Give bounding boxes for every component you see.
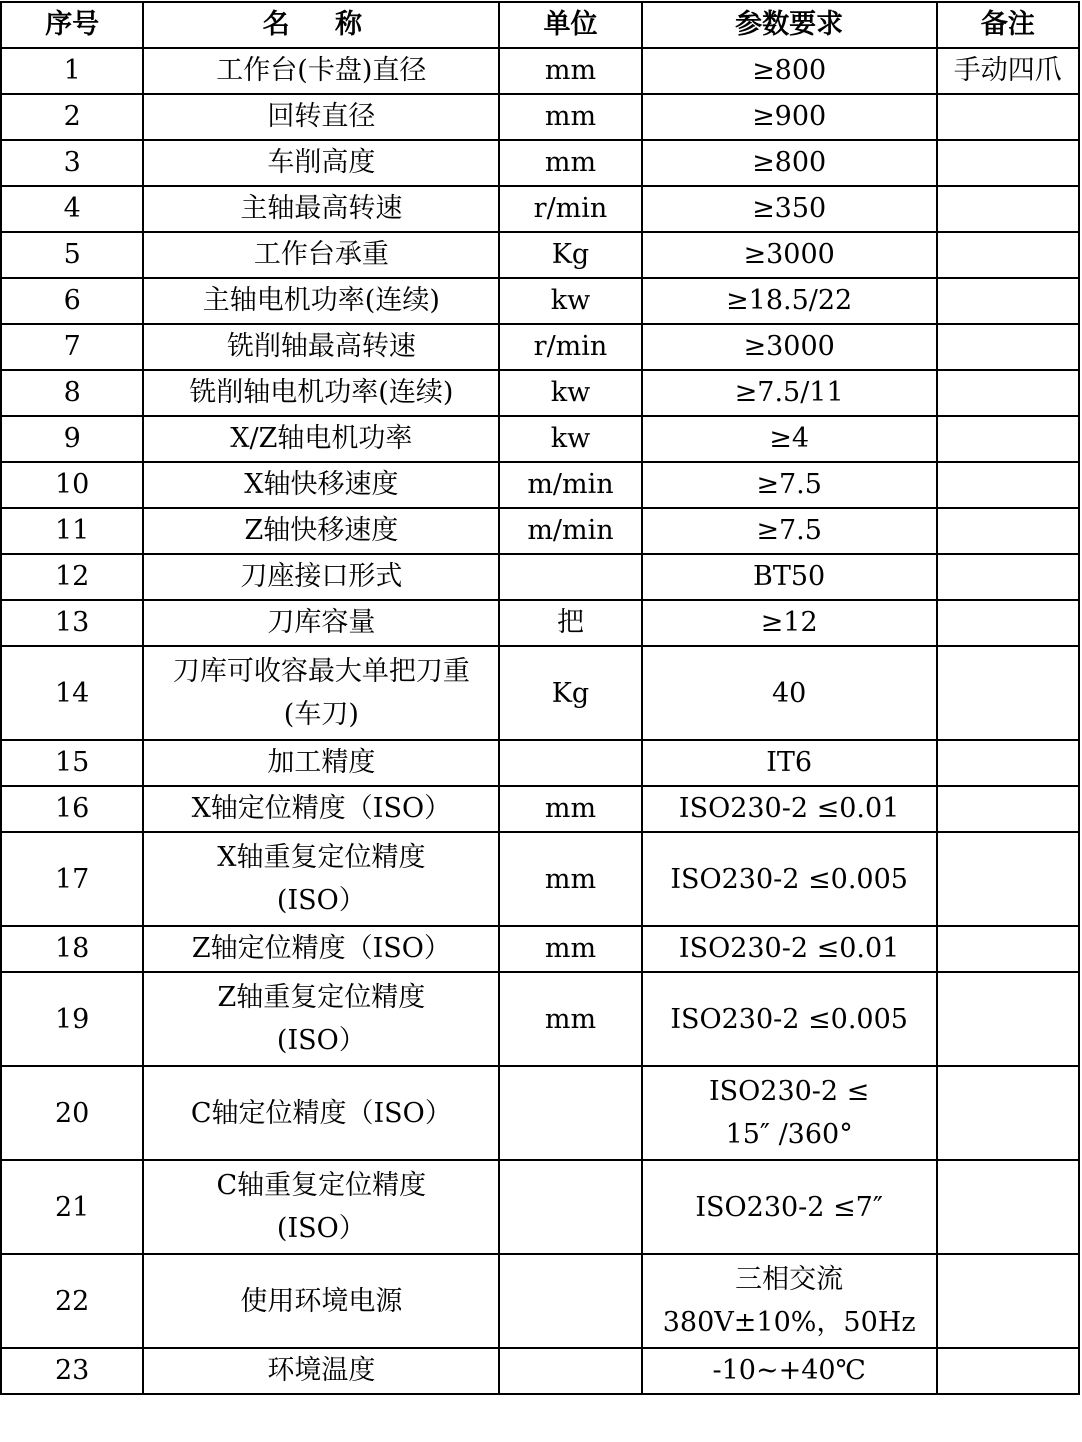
cell-requirement: [642, 646, 937, 740]
cell-name-line: Z轴快移速度: [244, 515, 399, 546]
cell-name: [143, 926, 499, 972]
cell-note: [937, 1348, 1079, 1394]
cell-requirement-line: ≥3000: [743, 239, 835, 270]
cell-requirement-line: 40: [771, 677, 807, 709]
cell-no: 21: [1, 1160, 143, 1254]
cell-name: [143, 278, 499, 324]
cell-name-line: 车削高度: [267, 147, 376, 178]
cell-name: [143, 832, 499, 926]
cell-unit: mm: [499, 140, 641, 186]
cell-name-line: 刀库可收容最大单把刀重: [172, 656, 470, 687]
cell-no: 18: [1, 926, 143, 972]
cell-requirement-line: ISO230-2 ≤0.005: [670, 1003, 908, 1035]
cell-name-line: (ISO）: [276, 885, 366, 916]
cell-name: [143, 232, 499, 278]
cell-unit: mm: [499, 786, 641, 832]
cell-note: [937, 94, 1079, 140]
table-row: [1, 278, 1079, 324]
cell-requirement: [642, 94, 937, 140]
cell-unit: mm: [499, 94, 641, 140]
cell-name: [143, 554, 499, 600]
table-row: [1, 1066, 1079, 1160]
cell-requirement-line: ≥350: [752, 193, 827, 224]
cell-name-line: X轴重复定位精度: [217, 842, 426, 873]
cell-name-line: (ISO）: [276, 1213, 366, 1244]
cell-requirement: [642, 370, 937, 416]
cell-unit: 把: [499, 600, 641, 646]
cell-note: [937, 370, 1079, 416]
cell-requirement: [642, 278, 937, 324]
cell-requirement: [642, 186, 937, 232]
cell-requirement-line: 15″ /360°: [725, 1119, 853, 1150]
cell-name-line: Z轴重复定位精度: [217, 982, 426, 1013]
cell-name-line: 主轴电机功率(连续): [202, 285, 440, 316]
cell-unit: r/min: [499, 186, 641, 232]
header-note: 备注: [937, 2, 1079, 48]
cell-name-line: C轴定位精度（ISO）: [190, 1097, 452, 1129]
cell-no: 23: [1, 1348, 143, 1394]
cell-name: [143, 140, 499, 186]
cell-requirement: [642, 140, 937, 186]
cell-name-line: 工作台(卡盘)直径: [216, 55, 427, 86]
cell-requirement: [642, 786, 937, 832]
cell-requirement-line: ≥7.5: [756, 515, 822, 546]
cell-requirement-line: IT6: [766, 747, 813, 778]
cell-requirement-line: 380V±10%，50Hz: [662, 1307, 916, 1338]
cell-no: 13: [1, 600, 143, 646]
cell-name-line: C轴重复定位精度: [216, 1170, 427, 1201]
cell-unit: [499, 740, 641, 786]
cell-requirement-line: ISO230-2 ≤: [708, 1076, 870, 1107]
cell-name-line: 加工精度: [267, 747, 376, 778]
cell-note: [937, 324, 1079, 370]
cell-name-line: Z轴定位精度（ISO）: [191, 933, 451, 964]
table-row: [1, 926, 1079, 972]
cell-note: [937, 554, 1079, 600]
cell-requirement: [642, 1348, 937, 1394]
table-body: [1, 48, 1079, 1394]
cell-unit: mm: [499, 48, 641, 94]
header-requirement: 参数要求: [642, 2, 937, 48]
cell-name-line: 刀座接口形式: [240, 561, 403, 592]
cell-requirement-line: ≥7.5/11: [734, 377, 844, 408]
cell-no: 3: [1, 140, 143, 186]
cell-note: [937, 508, 1079, 554]
cell-unit: kw: [499, 416, 641, 462]
cell-unit: [499, 1348, 641, 1394]
header-row: [1, 2, 1079, 48]
cell-no: 22: [1, 1254, 143, 1348]
cell-no: 19: [1, 972, 143, 1066]
cell-name-line: 刀库容量: [267, 607, 376, 638]
cell-name-line: 使用环境电源: [240, 1285, 403, 1317]
cell-requirement: [642, 1066, 937, 1160]
cell-requirement: [642, 416, 937, 462]
table-row: [1, 786, 1079, 832]
cell-no: 5: [1, 232, 143, 278]
cell-name: [143, 1254, 499, 1348]
cell-note: [937, 232, 1079, 278]
cell-no: 12: [1, 554, 143, 600]
cell-requirement: [642, 600, 937, 646]
table-row: [1, 462, 1079, 508]
header-no: 序号: [1, 2, 143, 48]
cell-unit: mm: [499, 832, 641, 926]
cell-requirement-line: ≥7.5: [756, 469, 822, 500]
cell-note: [937, 600, 1079, 646]
header-name: 名 称: [143, 2, 499, 48]
cell-requirement: [642, 508, 937, 554]
cell-name-line: (车刀): [283, 699, 359, 730]
cell-requirement: [642, 1160, 937, 1254]
cell-no: 14: [1, 646, 143, 740]
cell-unit: m/min: [499, 462, 641, 508]
cell-unit: Kg: [499, 646, 641, 740]
cell-note: [937, 186, 1079, 232]
table-row: [1, 600, 1079, 646]
cell-requirement: [642, 1254, 937, 1348]
table-row: [1, 48, 1079, 94]
cell-name-line: 铣削轴电机功率(连续): [189, 377, 454, 408]
spec-table: [0, 1, 1080, 1395]
cell-no: 15: [1, 740, 143, 786]
cell-name: [143, 508, 499, 554]
cell-requirement: [642, 554, 937, 600]
cell-unit: kw: [499, 278, 641, 324]
cell-note: [937, 1160, 1079, 1254]
cell-no: 10: [1, 462, 143, 508]
cell-requirement-line: ≥12: [760, 607, 818, 638]
cell-name-line: 铣削轴最高转速: [226, 331, 416, 362]
cell-name: [143, 600, 499, 646]
table-row: [1, 554, 1079, 600]
cell-no: 2: [1, 94, 143, 140]
cell-unit: Kg: [499, 232, 641, 278]
table-row: [1, 646, 1079, 740]
cell-name: [143, 1160, 499, 1254]
cell-name: [143, 646, 499, 740]
cell-unit: [499, 554, 641, 600]
cell-unit: mm: [499, 972, 641, 1066]
cell-unit: kw: [499, 370, 641, 416]
cell-unit: m/min: [499, 508, 641, 554]
cell-requirement: [642, 48, 937, 94]
cell-requirement-line: ≥800: [752, 55, 827, 86]
cell-no: 16: [1, 786, 143, 832]
cell-note: [937, 832, 1079, 926]
cell-requirement-line: -10~+40℃: [712, 1355, 866, 1386]
cell-name: [143, 786, 499, 832]
cell-requirement-line: ISO230-2 ≤0.01: [678, 933, 900, 964]
cell-requirement-line: 三相交流: [735, 1264, 844, 1295]
cell-requirement-line: ≥900: [752, 101, 827, 132]
cell-note: [937, 140, 1079, 186]
cell-unit: r/min: [499, 324, 641, 370]
cell-unit: [499, 1066, 641, 1160]
table-row: [1, 370, 1079, 416]
table-row: [1, 1254, 1079, 1348]
cell-unit: mm: [499, 926, 641, 972]
table-row: [1, 508, 1079, 554]
cell-note: [937, 786, 1079, 832]
cell-requirement-line: BT50: [753, 561, 826, 592]
table-row: [1, 416, 1079, 462]
cell-requirement-line: ISO230-2 ≤7″: [695, 1191, 883, 1223]
cell-name: [143, 48, 499, 94]
cell-name: [143, 1348, 499, 1394]
cell-name-line: 回转直径: [267, 101, 376, 132]
cell-requirement: [642, 462, 937, 508]
cell-name: [143, 94, 499, 140]
cell-requirement: [642, 926, 937, 972]
cell-note: [937, 740, 1079, 786]
cell-unit: [499, 1160, 641, 1254]
cell-requirement-line: ≥800: [752, 147, 827, 178]
cell-no: 17: [1, 832, 143, 926]
cell-name-line: 工作台承重: [253, 239, 389, 270]
cell-note: 手动四爪: [937, 48, 1079, 94]
cell-name-line: X/Z轴电机功率: [230, 423, 413, 454]
cell-no: 8: [1, 370, 143, 416]
cell-name-line: (ISO）: [276, 1025, 366, 1056]
cell-note: [937, 462, 1079, 508]
cell-requirement: [642, 832, 937, 926]
cell-no: 4: [1, 186, 143, 232]
cell-name: [143, 462, 499, 508]
cell-requirement-line: ≥3000: [743, 331, 835, 362]
table-row: [1, 972, 1079, 1066]
table-row: [1, 140, 1079, 186]
cell-requirement: [642, 740, 937, 786]
table-row: [1, 186, 1079, 232]
cell-requirement: [642, 972, 937, 1066]
cell-name: [143, 416, 499, 462]
cell-name: [143, 186, 499, 232]
cell-note: [937, 278, 1079, 324]
cell-no: 20: [1, 1066, 143, 1160]
cell-requirement: [642, 324, 937, 370]
cell-name: [143, 324, 499, 370]
table-row: [1, 232, 1079, 278]
cell-requirement-line: ISO230-2 ≤0.005: [670, 863, 908, 895]
cell-note: [937, 972, 1079, 1066]
cell-name-line: 主轴最高转速: [240, 193, 403, 224]
cell-name: [143, 1066, 499, 1160]
cell-note: [937, 646, 1079, 740]
header-unit: 单位: [499, 2, 641, 48]
cell-note: [937, 1254, 1079, 1348]
cell-no: 7: [1, 324, 143, 370]
cell-no: 6: [1, 278, 143, 324]
table-row: [1, 1348, 1079, 1394]
table-row: [1, 740, 1079, 786]
cell-unit: [499, 1254, 641, 1348]
cell-note: [937, 416, 1079, 462]
table-row: [1, 324, 1079, 370]
cell-requirement-line: ≥18.5/22: [726, 285, 853, 316]
table-row: [1, 1160, 1079, 1254]
cell-no: 1: [1, 48, 143, 94]
cell-name: [143, 740, 499, 786]
cell-name-line: 环境温度: [267, 1355, 376, 1386]
cell-note: [937, 926, 1079, 972]
cell-requirement: [642, 232, 937, 278]
cell-name: [143, 370, 499, 416]
table-row: [1, 94, 1079, 140]
cell-note: [937, 1066, 1079, 1160]
cell-requirement-line: ≥4: [769, 423, 810, 454]
cell-no: 11: [1, 508, 143, 554]
cell-name-line: X轴定位精度（ISO）: [191, 793, 452, 824]
cell-no: 9: [1, 416, 143, 462]
cell-name-line: X轴快移速度: [244, 469, 399, 500]
table-row: [1, 832, 1079, 926]
cell-name: [143, 972, 499, 1066]
cell-requirement-line: ISO230-2 ≤0.01: [678, 793, 900, 824]
